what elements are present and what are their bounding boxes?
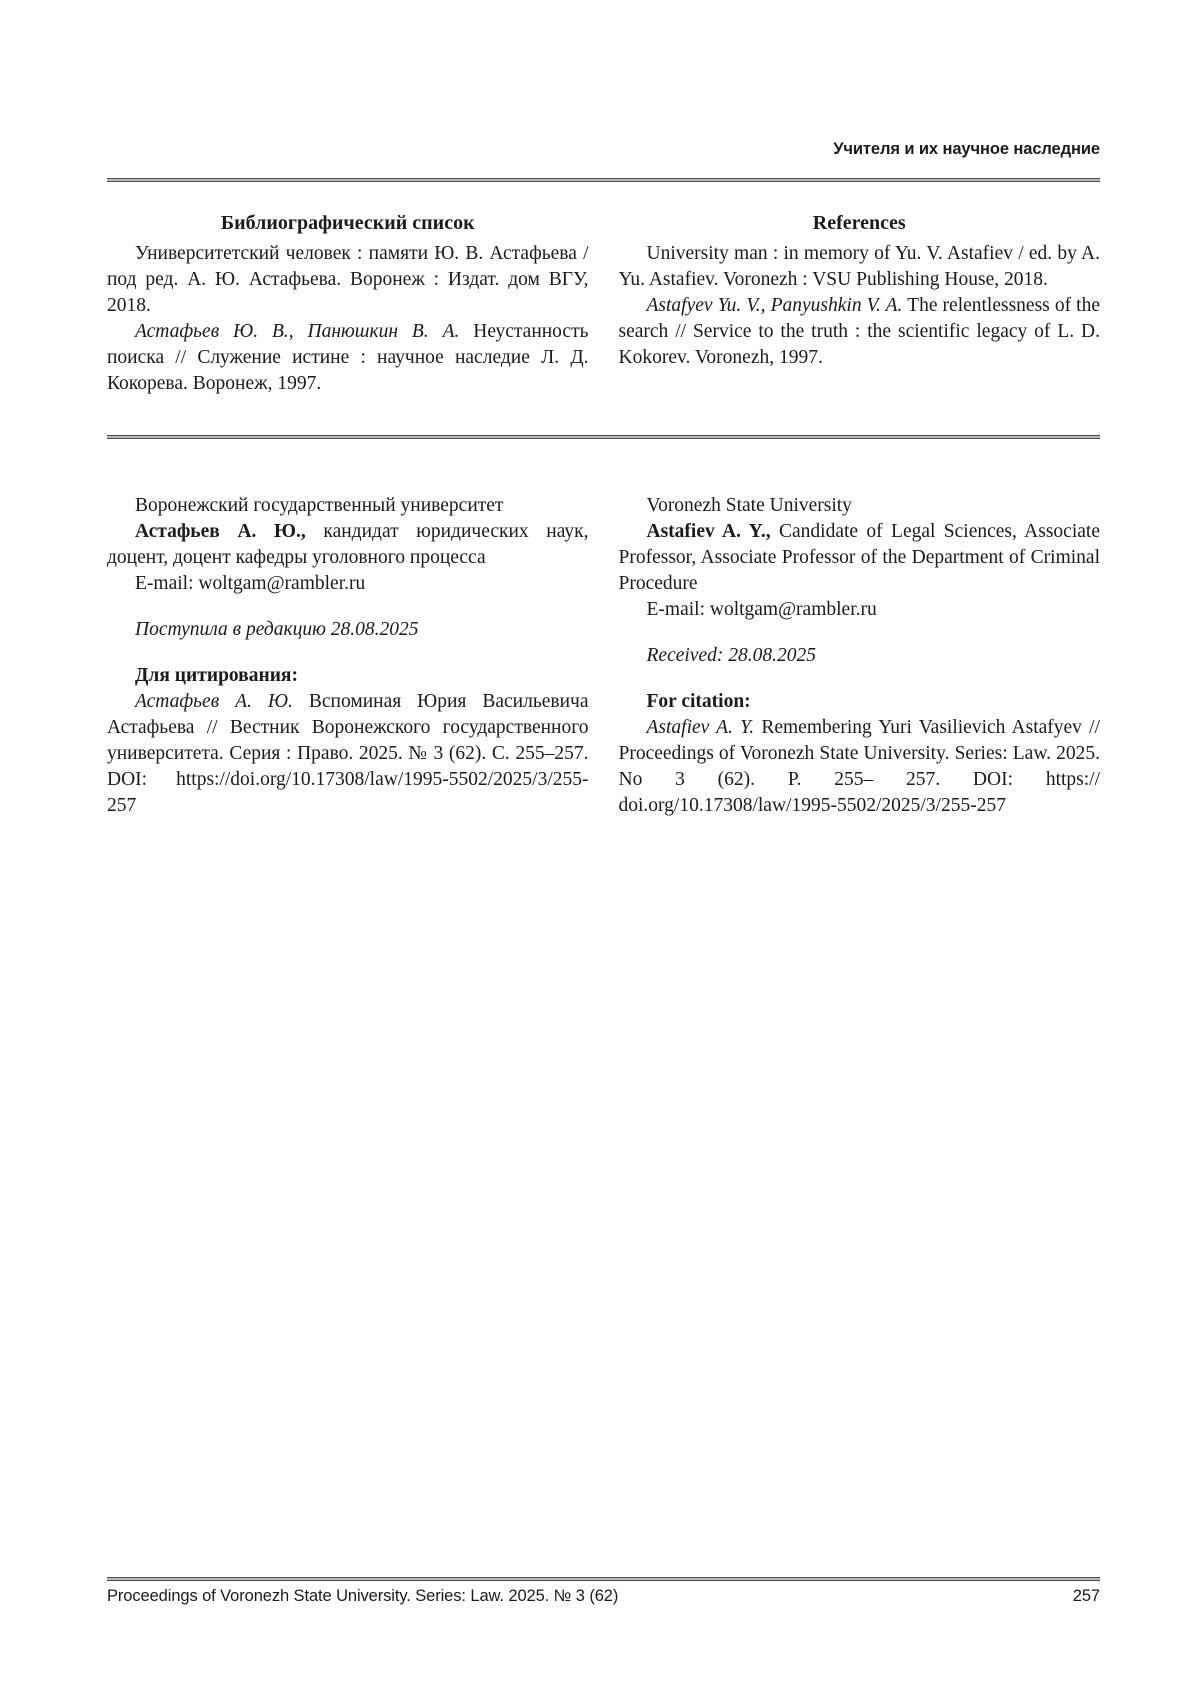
bibliography-section (107, 210, 1100, 397)
author-info-ru-column (107, 493, 589, 819)
entry-authors: Астафьев Ю. В., Панюшкин В. А. (135, 321, 460, 342)
citation-text: Вспоминая Юрия Васильевича Астафьева // Вестник Воронежского государственного университета. Серия : Право. 2025. № 3 (62). С. 255–257. DOI: https://​doi.org/10.17308/law/1995-5502/2025/3/255-257 (107, 691, 589, 816)
citation-ru (107, 689, 589, 819)
reference-entry (619, 293, 1101, 371)
page-footer (107, 1577, 1100, 1607)
entry-text: Университетский человек : памяти Ю. В. Астафьева / под ред. А. Ю. Астафьева. Воронеж : Издат. дом ВГУ, 2018. (107, 243, 589, 316)
section-divider-rule (107, 435, 1100, 439)
footer-line (107, 1586, 1100, 1607)
author-degree: кандидат юридических наук, доцент, доцент кафедры уголовного процесса (107, 521, 589, 568)
header-rule (107, 178, 1100, 182)
page-content (0, 0, 1200, 819)
author-credentials-en (619, 519, 1101, 597)
author-degree: Candidate of Legal Sciences, Associate Professor, Associate Professor of the Department of Criminal Procedure (618, 521, 1100, 594)
references-heading-en: References (812, 212, 906, 234)
bibliography-entry (107, 319, 589, 397)
running-head: Учителя и их научное наследние (833, 140, 1100, 158)
citation-text: Remembering Yuri Vasilievich Astafyev // Proceedings of Voronezh State University. Series: Law. 2025. No 3 (62). P. 255– 257. DOI: https://​doi.org/10.17308/law/1995-5502/2025/3/255-257 (618, 717, 1100, 816)
bibliography-en-column (619, 210, 1101, 397)
entry-authors: Astafyev Yu. V., Panyushkin V. A. (646, 295, 903, 316)
entry-text: Неустанность поиска // Служение истине : научное наследие Л. Д. Кокорева. Воронеж, 1997. (107, 321, 589, 394)
received-date-en: Received: 28.08.2025 (646, 645, 816, 666)
author-info-en-column (619, 493, 1101, 819)
authors-section (107, 493, 1100, 819)
author-email-en: E-mail: woltgam@rambler.ru (646, 599, 877, 620)
citation-en (619, 715, 1101, 819)
author-credentials-ru (107, 519, 589, 571)
footer-journal-title: Proceedings of Voronezh State University. Series: Law. 2025. № 3 (62) (107, 1587, 619, 1605)
footer-page-number: 257 (1072, 1587, 1100, 1605)
received-date-ru: Поступила в редакцию 28.08.2025 (135, 619, 419, 640)
bibliography-ru-column (107, 210, 589, 397)
author-name: Астафьев А. Ю., (135, 521, 306, 542)
footer-rule (107, 1577, 1100, 1581)
bibliography-heading-ru: Библиографический список (220, 212, 475, 234)
affiliation-en: Voronezh State University (646, 495, 852, 516)
author-email-ru: E-mail: woltgam@rambler.ru (135, 573, 366, 594)
citation-label-ru: Для цитирования: (135, 665, 298, 686)
reference-entry (619, 241, 1101, 293)
citation-authors: Астафьев А. Ю. (135, 691, 293, 712)
affiliation-ru: Воронежский государственный университет (135, 495, 504, 516)
bibliography-entry (107, 241, 589, 319)
citation-label-en: For citation: (646, 691, 751, 712)
entry-text: University man : in memory of Yu. V. Astafiev / ed. by A. Yu. Astafiev. Voronezh : VSU Publishing House, 2018. (618, 243, 1100, 290)
entry-text: The relentlessness of the search // Service to the truth : the scientific legacy of L. D. Kokorev. Voronezh, 1997. (618, 295, 1100, 368)
citation-authors: Astafiev A. Y. (646, 717, 755, 738)
author-name: Astafiev A. Y., (646, 521, 771, 542)
